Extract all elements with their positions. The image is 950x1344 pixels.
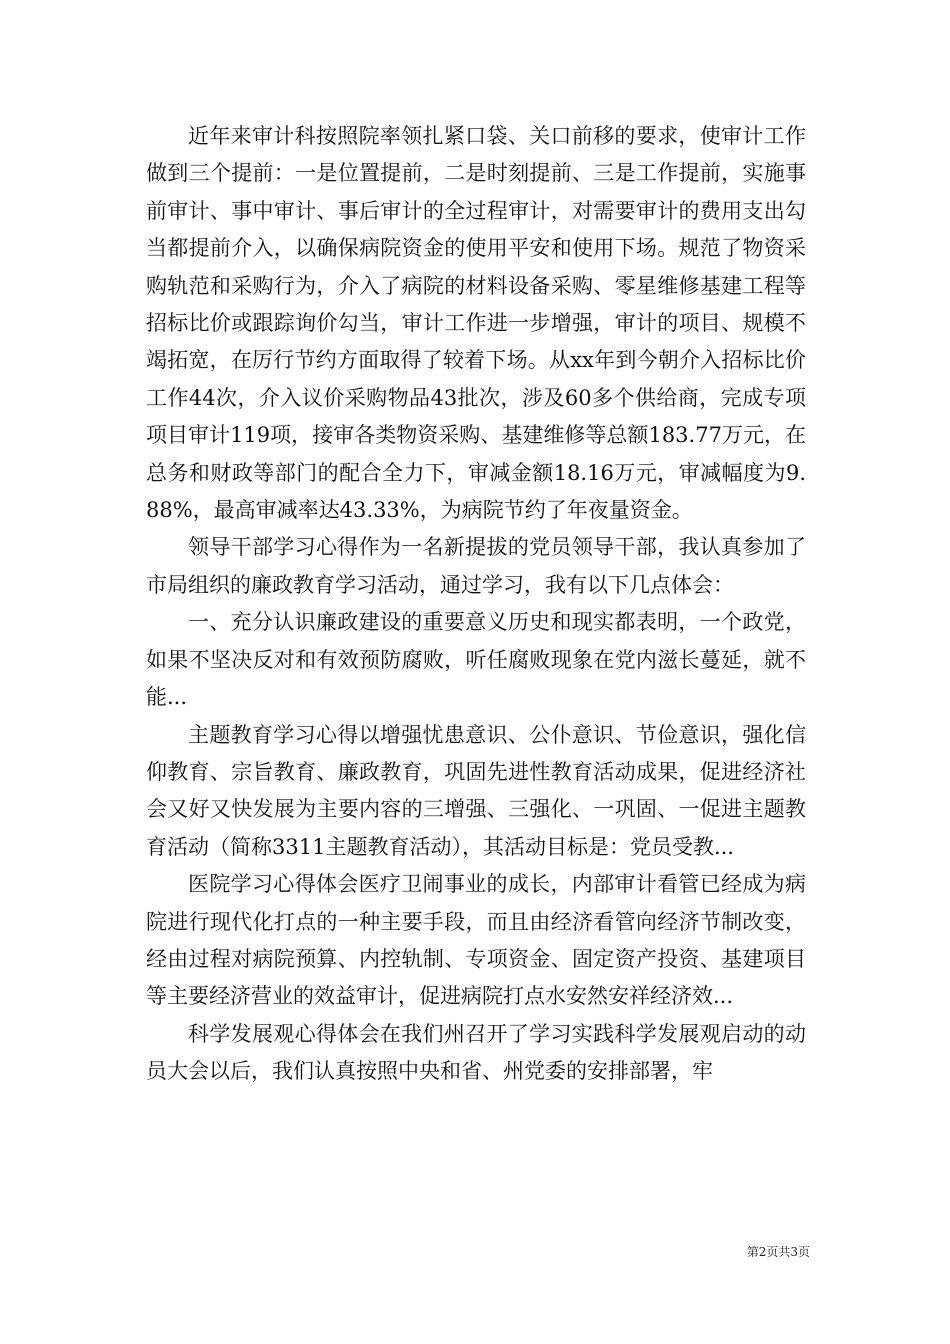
paragraph-audit-work: 近年来审计科按照院率领扎紧口袋、关口前移的要求，使审计工作做到三个提前：一是位置提前，二是时刻提前、三是工作提前，实施事前审计、事中审计、事后审计的全过程审计，对需要审计的费用支出勾当都提前介入，以确保病院资金的使用平安和使用下场。规范了物资采购轨范和采购行为，介入了病院的材料设备采购、零星维修基建工程等招标比价或跟踪询价勾当，审计工作进一步增强，审计的项目、规模不竭拓宽，在厉行节约方面取得了较着下场。从xx年到今朝介入招标比价工作44次，介入议价采购物品43批次，涉及60多个供给商，完成专项项目审计119项，接审各类物资采购、基建维修等总额183.77万元，在总务和财政等部门的配合全力下，审减金额18.16万元，审减幅度为9.88%，最高审减率达43.33%，为病院节约了年夜量资金。 [146, 124, 806, 523]
paragraph-hospital-study: 医院学习心得体会医疗卫闹事业的成长，内部审计看管已经成为病院进行现代化打点的一种主要手段，而且由经济看管向经济节制改变，经由过程对病院预算、内控轨制、专项资金、固定资产投资、基建项目等主要经济营业的效益审计，促进病院打点水安然安祥经济效... [146, 872, 806, 1009]
page-number-footer: 第2页共3页 [746, 1245, 810, 1259]
paragraph-leader-study: 领导干部学习心得作为一名新提拔的党员领导干部，我认真参加了市局组织的廉政教育学习活动，通过学习，我有以下几点体会： [146, 535, 806, 597]
paragraph-scientific-development: 科学发展观心得体会在我们州召开了学习实践科学发展观启动的动员大会以后，我们认真按照中央和省、州党委的安排部署，牢 [146, 1021, 806, 1084]
paragraph-integrity-significance: 一、充分认识廉政建设的重要意义历史和现实都表明，一个政党，如果不坚决反对和有效预防腐败，听任腐败现象在党内滋长蔓延，就不能... [146, 610, 806, 710]
paragraph-theme-education: 主题教育学习心得以增强忧患意识、公仆意识、节俭意识，强化信仰教育、宗旨教育、廉政教育，巩固先进性教育活动成果，促进经济社会又好又快发展为主要内容的三增强、三强化、一巩固、一促进主题教育活动（简称3311主题教育活动），其活动目标是：党员受教... [146, 722, 806, 859]
document-body [146, 118, 806, 1091]
